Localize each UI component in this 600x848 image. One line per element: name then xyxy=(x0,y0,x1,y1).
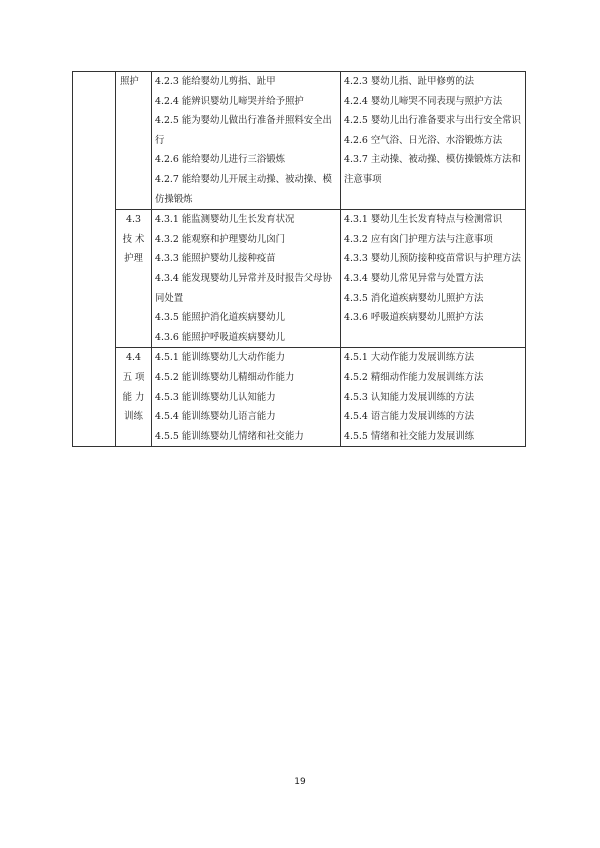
knowledge-item: 4.3.3 婴幼儿预防接种疫苗常识与护理方法 xyxy=(344,253,521,265)
skill-item: 4.3.4 能发现婴幼儿异常并及时报告父母协同处置 xyxy=(155,272,332,304)
table-row xyxy=(73,210,526,348)
knowledge-cell xyxy=(341,348,526,447)
knowledge-item: 4.5.5 情绪和社交能力发展训练 xyxy=(344,430,474,442)
skill-item: 4.3.1 能监测婴幼儿生长发育状况 xyxy=(155,214,295,226)
knowledge-item: 4.3.1 婴幼儿生长发育特点与检测常识 xyxy=(344,214,503,226)
skill-item: 4.3.2 能观察和护理婴幼儿囟门 xyxy=(155,233,285,245)
skill-item: 4.5.2 能训练婴幼儿精细动作能力 xyxy=(155,371,295,383)
skill-item: 4.5.4 能训练婴幼儿语言能力 xyxy=(155,411,276,423)
table-row xyxy=(73,348,526,447)
skill-item: 4.2.4 能辨识婴幼儿啼哭并给予照护 xyxy=(155,95,304,107)
section-title-line: 技 术 xyxy=(122,233,145,245)
knowledge-item: 4.3.2 应有囟门护理方法与注意事项 xyxy=(344,233,493,245)
knowledge-item: 4.2.4 婴幼儿啼哭不同表现与照护方法 xyxy=(344,95,503,107)
knowledge-cell xyxy=(341,72,526,210)
knowledge-item: 4.5.2 精细动作能力发展训练方法 xyxy=(344,371,484,383)
skill-item: 4.3.5 能照护消化道疾病婴幼儿 xyxy=(155,312,285,324)
section-title-line: 五 项 xyxy=(122,371,145,383)
skills-cell xyxy=(152,210,341,348)
page-number: 19 xyxy=(294,777,306,787)
skill-item: 4.2.7 能给婴幼儿开展主动操、被动操、模仿操锻炼 xyxy=(155,173,332,205)
knowledge-item: 4.5.3 认知能力发展训练的方法 xyxy=(344,391,474,403)
section-cell xyxy=(116,348,152,447)
knowledge-cell xyxy=(341,210,526,348)
skill-item: 4.2.5 能为婴幼儿做出行准备并照料安全出行 xyxy=(155,115,332,146)
standards-table xyxy=(72,71,526,447)
skills-cell xyxy=(152,348,341,447)
knowledge-item: 4.3.5 消化道疾病婴幼儿照护方法 xyxy=(344,292,484,304)
knowledge-item: 4.2.3 婴幼儿指、趾甲修剪的法 xyxy=(344,76,474,87)
skill-item: 4.3.6 能照护呼吸道疾病婴幼儿 xyxy=(155,331,285,343)
knowledge-item: 4.3.6 呼吸道疾病婴幼儿照护方法 xyxy=(344,312,484,324)
skill-item: 4.3.3 能照护婴幼儿接种疫苗 xyxy=(155,253,276,265)
skill-item: 4.2.3 能给婴幼儿剪指、趾甲 xyxy=(155,76,276,87)
skill-item: 4.5.5 能训练婴幼儿情绪和社交能力 xyxy=(155,430,304,442)
skill-item: 4.5.3 能训练婴幼儿认知能力 xyxy=(155,391,276,403)
section-title: 照护 xyxy=(120,76,139,87)
skill-item: 4.2.6 能给婴幼儿进行三浴锻炼 xyxy=(155,154,285,166)
knowledge-item: 4.3.4 婴幼儿常见异常与处置方法 xyxy=(344,272,484,284)
knowledge-item: 4.2.5 婴幼儿出行准备要求与出行安全常识 xyxy=(344,115,521,127)
section-cell xyxy=(116,72,152,210)
knowledge-item: 4.2.6 空气浴、日光浴、水浴锻炼方法 xyxy=(344,134,503,146)
section-number: 4.4 xyxy=(126,352,141,364)
section-cell xyxy=(116,210,152,348)
section-title-line: 护理 xyxy=(124,253,143,265)
skill-item: 4.5.1 能训练婴幼儿大动作能力 xyxy=(155,352,285,364)
knowledge-item: 4.3.7 主动操、被动操、模仿操锻炼方法和注意事项 xyxy=(344,154,521,185)
section-number: 4.3 xyxy=(126,214,141,226)
knowledge-item: 4.5.1 大动作能力发展训练方法 xyxy=(344,352,474,364)
section-title-line: 训练 xyxy=(124,411,143,423)
knowledge-item: 4.5.4 语言能力发展训练的方法 xyxy=(344,411,474,423)
table-row xyxy=(73,72,526,210)
section-title-line: 能 力 xyxy=(122,391,145,403)
level-column-cell xyxy=(73,72,116,447)
skills-cell xyxy=(152,72,341,210)
